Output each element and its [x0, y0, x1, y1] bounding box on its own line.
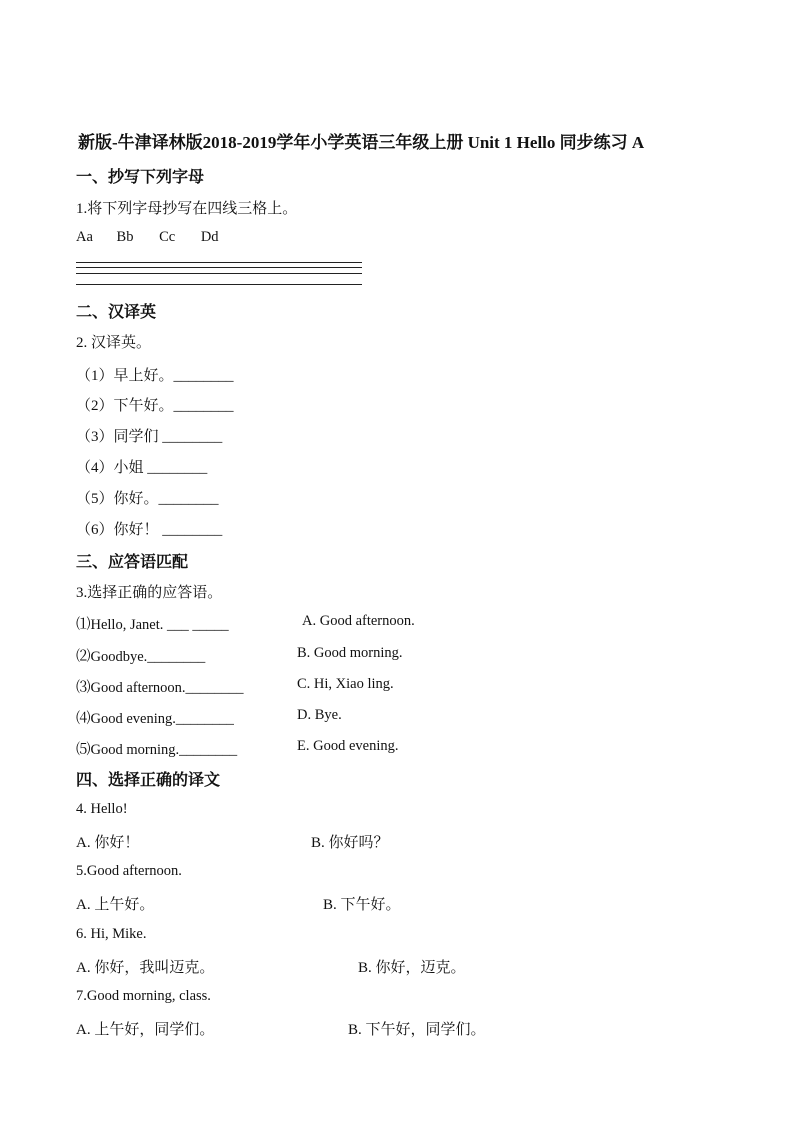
- translate-item-4: （4）小姐 ________: [76, 460, 208, 476]
- letter-cc: Cc: [159, 229, 176, 245]
- section-heading-4: 四、选择正确的译文: [76, 772, 221, 789]
- q4-option-b: B. 你好吗？: [311, 835, 389, 851]
- match-left-3: ⑶Good afternoon.________: [76, 680, 244, 696]
- q7-option-b: B. 下午好，同学们。: [348, 1022, 486, 1038]
- match-right-1: A. Good afternoon.: [302, 613, 415, 629]
- translate-item-3: （3）同学们 ________: [76, 429, 223, 445]
- question-7: 7.Good morning, class.: [76, 988, 211, 1004]
- match-left-1: ⑴Hello, Janet. ___ _____: [76, 617, 229, 633]
- q6-option-a: A. 你好，我叫迈克。: [76, 960, 215, 976]
- page-title: 新版-牛津译林版2018-2019学年小学英语三年级上册 Unit 1 Hello 同步练习 A: [78, 133, 645, 152]
- q7-option-a: A. 上午好，同学们。: [76, 1022, 215, 1038]
- match-left-4: ⑷Good evening.________: [76, 711, 234, 727]
- question-3: 3.选择正确的应答语。: [76, 585, 223, 601]
- translate-item-6: （6）你好！ ________: [76, 522, 223, 538]
- match-right-2: B. Good morning.: [297, 645, 403, 661]
- question-2: 2. 汉译英。: [76, 335, 152, 351]
- q6-option-b: B. 你好，迈克。: [358, 960, 466, 976]
- match-left-2: ⑵Goodbye.________: [76, 649, 206, 665]
- match-left-5: ⑸Good morning.________: [76, 742, 238, 758]
- question-6: 6. Hi, Mike.: [76, 926, 147, 942]
- translate-item-5: （5）你好。________: [76, 491, 219, 507]
- q5-option-b: B. 下午好。: [323, 897, 401, 913]
- match-right-5: E. Good evening.: [297, 738, 399, 754]
- translate-item-2: （2）下午好。________: [76, 398, 234, 414]
- letters-row: [76, 229, 219, 246]
- letter-dd: Dd: [200, 229, 219, 245]
- match-right-3: C. Hi, Xiao ling.: [297, 676, 394, 692]
- letter-bb: Bb: [116, 229, 134, 245]
- letter-aa: Aa: [76, 229, 93, 245]
- q5-option-a: A. 上午好。: [76, 897, 155, 913]
- section-heading-3: 三、应答语匹配: [76, 554, 189, 571]
- question-4: 4. Hello!: [76, 801, 128, 817]
- question-1: 1.将下列字母抄写在四线三格上。: [76, 201, 298, 217]
- section-heading-1: 一、抄写下列字母: [76, 169, 205, 186]
- match-right-4: D. Bye.: [297, 707, 342, 723]
- q4-option-a: A. 你好！: [76, 835, 140, 851]
- question-5: 5.Good afternoon.: [76, 863, 182, 879]
- section-heading-2: 二、汉译英: [76, 304, 157, 321]
- translate-item-1: （1）早上好。________: [76, 368, 234, 384]
